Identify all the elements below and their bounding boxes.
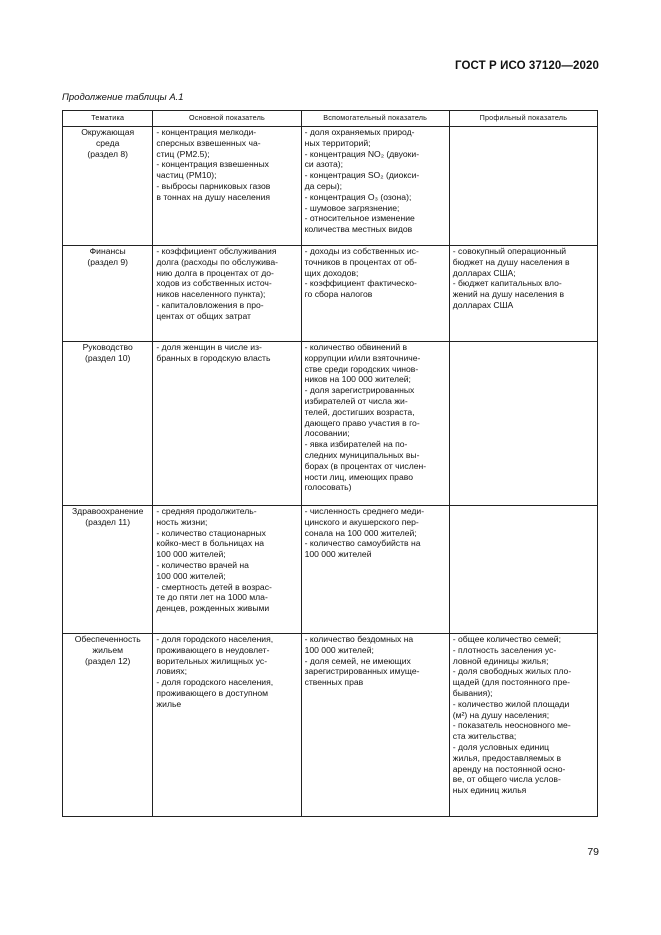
cell-line: - доля городского населения, (156, 677, 274, 688)
theme-cell (63, 342, 153, 506)
cell-line: борах (в процентах от числен- (304, 460, 427, 471)
cell-line: (раздел 10) (84, 352, 131, 363)
cell-line: - количество жилой площади (452, 698, 570, 709)
cell-line: - относительное изменение (304, 213, 415, 224)
cell-line: да серы); (304, 180, 343, 191)
cell-line: (м²) на душу населения; (452, 709, 550, 720)
cell-line: ности лиц, имеющих право (304, 471, 413, 482)
cell-line: цинского и акушерского пер- (304, 516, 419, 527)
cell-line: количества местных видов (304, 224, 413, 235)
cell-line: - доходы из собственных ис- (304, 246, 419, 256)
cell-line: 100 000 жителей; (156, 549, 226, 560)
cell-line: Руководство (82, 342, 133, 352)
cell-line: бывания); (452, 687, 493, 698)
cell-line: - доля свободных жилых пло- (452, 666, 572, 677)
page-number: 79 (587, 846, 599, 858)
cell-line: ве, от общего числа услов- (452, 774, 561, 785)
cell-line: бранных в городскую власть (156, 352, 271, 363)
profile-indicator-cell (449, 506, 597, 634)
cell-line: - капиталовложения в про- (156, 299, 264, 310)
cell-line: жилья, предоставляемых в (452, 752, 562, 763)
cell-line: - концентрация O₃ (озона); (304, 191, 412, 202)
cell-line: аренду на постоянной осно- (452, 763, 566, 774)
cell-line: жений на душу населения в (452, 289, 565, 300)
cell-line: коррупции и/или взяточниче- (304, 352, 421, 363)
cell-line: 100 000 жителей; (156, 570, 226, 581)
column-header-profile: Профильный показатель (449, 111, 597, 127)
main-indicator-cell (153, 506, 301, 634)
cell-line: частиц (PM10); (156, 170, 217, 181)
table-row (63, 127, 598, 246)
cell-line: дающего право участия в го- (304, 417, 420, 428)
table-header-row (63, 111, 598, 127)
cell-line: избирателей от числа жи- (304, 395, 408, 406)
cell-line: стиц (PM2.5); (156, 148, 210, 159)
cell-line: среда (95, 137, 120, 148)
aux-indicator-cell (301, 506, 449, 634)
cell-line: долга (расходы по обслужива- (156, 256, 278, 267)
cell-line: зарегистрированных имуще- (304, 666, 420, 677)
aux-indicator-cell (301, 634, 449, 817)
cell-line: - показатель неосновного ме- (452, 720, 571, 731)
cell-line: 100 000 жителей; (304, 644, 374, 655)
cell-line: - доля охраняемых природ- (304, 127, 415, 137)
cell-line: нию долга в процентах от до- (156, 267, 274, 278)
cell-line: долларах США; (452, 267, 516, 278)
cell-line: - плотность заселения ус- (452, 644, 557, 655)
cell-line: - доля женщин в числе из- (156, 342, 262, 352)
cell-line: щих доходов; (304, 267, 359, 278)
profile-indicator-cell (449, 127, 597, 246)
column-header-theme: Тематика (63, 111, 153, 127)
cell-line: - средняя продолжитель- (156, 506, 257, 516)
cell-line: - количество обвинений в (304, 342, 408, 352)
cell-line: бюджет на душу населения в (452, 256, 570, 267)
indicator-table (62, 110, 598, 817)
cell-line: долларах США (452, 299, 514, 310)
cell-line: ников населенного пункта); (156, 289, 266, 300)
cell-line: телей, достигших возраста, (304, 406, 415, 417)
cell-line: - доля зарегистрированных (304, 385, 415, 396)
theme-cell (63, 127, 153, 246)
cell-line: - доля условных единиц (452, 741, 550, 752)
cell-line: центах от общих затрат (156, 310, 251, 321)
cell-line: Здравоохранение (71, 506, 144, 516)
cell-line: Окружающая (81, 127, 135, 137)
cell-line: - общее количество семей; (452, 634, 561, 644)
cell-line: (раздел 11) (85, 516, 131, 527)
cell-line: - явка избирателей на по- (304, 439, 408, 450)
cell-line: - выбросы парниковых газов (156, 180, 271, 191)
theme-cell (63, 506, 153, 634)
cell-line: - количество врачей на (156, 559, 249, 570)
table-row (63, 246, 598, 342)
cell-line: ворительных жилищных ус- (156, 655, 268, 666)
cell-line: - концентрация мелкоди- (156, 127, 257, 137)
main-indicator-cell (153, 342, 301, 506)
cell-line: сонала на 100 000 жителей; (304, 527, 417, 538)
cell-line: - концентрация NO₂ (двуоки- (304, 148, 420, 159)
cell-line: денцев, рожденных живыми (156, 603, 270, 614)
cell-line: ходов из собственных источ- (156, 278, 272, 289)
cell-line: следних муниципальных вы- (304, 449, 420, 460)
cell-line: ста жительства; (452, 731, 517, 742)
main-indicator-cell (153, 634, 301, 817)
cell-line: ственных прав (304, 677, 364, 688)
theme-cell (63, 634, 153, 817)
cell-line: койко-мест в больницах на (156, 538, 265, 549)
cell-line: (раздел 9) (87, 256, 129, 267)
aux-indicator-cell (301, 342, 449, 506)
cell-line: - численность среднего меди- (304, 506, 425, 516)
cell-line: сперсных взвешенных ча- (156, 137, 261, 148)
document-code: ГОСТ Р ИСО 37120—2020 (454, 60, 599, 72)
cell-line: ников на 100 000 жителей; (304, 374, 411, 385)
cell-line: - коэффициент фактическо- (304, 278, 417, 289)
cell-line: щадей (для постоянного пре- (452, 677, 570, 688)
cell-line: - доля семей, не имеющих (304, 655, 411, 666)
cell-line: лосовании; (304, 428, 350, 439)
cell-line: ловиях; (156, 666, 187, 677)
cell-line: в тоннах на душу населения (156, 191, 271, 202)
cell-line: 100 000 жителей (304, 549, 372, 560)
cell-line: те до пяти лет на 1000 мла- (156, 592, 268, 603)
cell-line: - совокупный операционный (452, 246, 567, 256)
column-header-main: Основной показатель (153, 111, 301, 127)
aux-indicator-cell (301, 127, 449, 246)
cell-line: го сбора налогов (304, 289, 373, 300)
table-row (63, 634, 598, 817)
cell-line: - смертность детей в возрас- (156, 581, 272, 592)
cell-line: - доля городского населения, (156, 634, 274, 644)
cell-line: ловной единицы жилья; (452, 655, 549, 666)
cell-line: - коэффициент обслуживания (156, 246, 277, 256)
cell-line: - количество самоубийств на (304, 538, 421, 549)
profile-indicator-cell (449, 342, 597, 506)
column-header-aux: Вспомогательный показатель (301, 111, 449, 127)
cell-line: - количество стационарных (156, 527, 266, 538)
cell-line: точников в процентах от об- (304, 256, 417, 267)
cell-line: - концентрация взвешенных (156, 159, 269, 170)
aux-indicator-cell (301, 246, 449, 342)
cell-line: (раздел 12) (84, 655, 131, 666)
profile-indicator-cell (449, 634, 597, 817)
cell-line: (раздел 8) (87, 148, 129, 159)
cell-line: Обеспеченность (74, 634, 141, 644)
cell-line: - количество бездомных на (304, 634, 414, 644)
table-row (63, 506, 598, 634)
cell-line: си азота); (304, 159, 344, 170)
cell-line: ных территорий; (304, 137, 371, 148)
profile-indicator-cell (449, 246, 597, 342)
table-row (63, 342, 598, 506)
cell-line: ных единиц жилья (452, 785, 527, 796)
cell-line: проживающего в неудовлет- (156, 644, 270, 655)
table-caption: Продолжение таблицы А.1 (62, 92, 184, 103)
cell-line: - концентрация SO₂ (диокси- (304, 170, 420, 181)
main-indicator-cell (153, 246, 301, 342)
cell-line: проживающего в доступном (156, 687, 269, 698)
cell-line: жильем (92, 644, 124, 655)
cell-line: жилье (156, 698, 182, 709)
theme-cell (63, 246, 153, 342)
cell-line: голосовать) (304, 482, 352, 493)
cell-line: Финансы (89, 246, 126, 256)
cell-line: - бюджет капитальных вло- (452, 278, 562, 289)
cell-line: стве среди городских чинов- (304, 363, 419, 374)
cell-line: ность жизни; (156, 516, 208, 527)
main-indicator-cell (153, 127, 301, 246)
cell-line: - шумовое загрязнение; (304, 202, 400, 213)
